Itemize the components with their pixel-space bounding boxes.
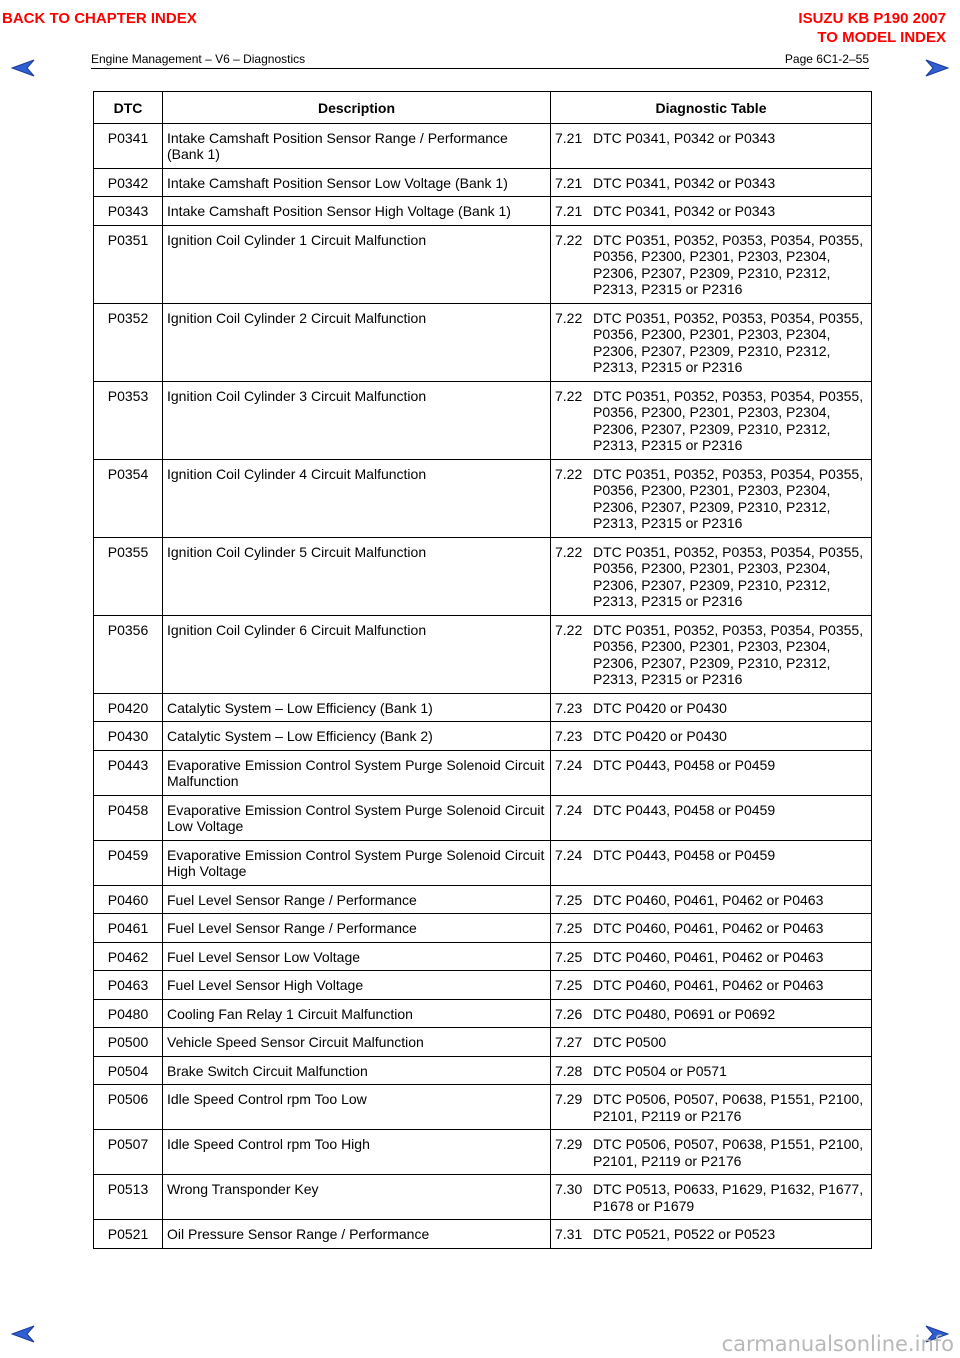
- diagnostic-table-cell: [551, 750, 872, 795]
- diagnostic-table-link[interactable]: DTC P0480, P0691 or P0692: [593, 1005, 776, 1022]
- table-body: [94, 123, 872, 1248]
- diagnostic-table-number: 7.21: [555, 174, 583, 191]
- table-row: [94, 1220, 872, 1249]
- dtc-code: P0353: [94, 381, 163, 459]
- diagnostic-table-link[interactable]: DTC P0351, P0352, P0353, P0354, P0355, P0356, P2300, P2301, P2303, P2304, P2306, P2307, P2309, P2310, P2312, P2313, P2315 or P2316: [593, 621, 864, 687]
- dtc-description: Evaporative Emission Control System Purge Solenoid Circuit Low Voltage: [163, 795, 551, 840]
- dtc-code: P0459: [94, 840, 163, 885]
- dtc-description: Cooling Fan Relay 1 Circuit Malfunction: [163, 999, 551, 1028]
- dtc-code: P0463: [94, 971, 163, 1000]
- diagnostic-table-number: 7.25: [555, 891, 583, 908]
- page-number: Page 6C1-2–55: [784, 52, 869, 66]
- dtc-code: P0443: [94, 750, 163, 795]
- dtc-description: Intake Camshaft Position Sensor High Voltage (Bank 1): [163, 197, 551, 226]
- dtc-description: Evaporative Emission Control System Purge Solenoid Circuit High Voltage: [163, 840, 551, 885]
- header-divider: [91, 68, 869, 69]
- table-row: [94, 971, 872, 1000]
- diagnostic-table-number: 7.29: [555, 1091, 583, 1107]
- dtc-code: P0500: [94, 1028, 163, 1057]
- header-diagnostic-table: Diagnostic Table: [551, 92, 872, 124]
- diagnostic-table-number: 7.22: [555, 309, 583, 326]
- diagnostic-table-cell: [551, 914, 872, 943]
- diagnostic-table-link[interactable]: DTC P0460, P0461, P0462 or P0463: [593, 920, 824, 936]
- left-arrow-icon[interactable]: [11, 59, 35, 77]
- table-row: [94, 722, 872, 751]
- diagnostic-table-link[interactable]: DTC P0341, P0342 or P0343: [593, 203, 776, 219]
- diagnostic-table-number: 7.21: [555, 203, 583, 219]
- diagnostic-table-number: 7.25: [555, 977, 583, 993]
- diagnostic-table-cell: [551, 225, 872, 303]
- dtc-code: P0354: [94, 459, 163, 537]
- dtc-description: Fuel Level Sensor High Voltage: [163, 971, 551, 1000]
- table-row: [94, 885, 872, 914]
- diagnostic-table-link[interactable]: DTC P0443, P0458 or P0459: [593, 846, 776, 863]
- diagnostic-table-link[interactable]: DTC P0420 or P0430: [593, 728, 727, 744]
- dtc-description: Ignition Coil Cylinder 6 Circuit Malfunction: [163, 615, 551, 693]
- diagnostic-table-link[interactable]: DTC P0500: [593, 1034, 667, 1050]
- diagnostic-table-cell: [551, 1085, 872, 1130]
- diagnostic-table-number: 7.25: [555, 920, 583, 936]
- table-row: [94, 693, 872, 722]
- table-row: [94, 459, 872, 537]
- diagnostic-table-cell: [551, 537, 872, 615]
- diagnostic-table-number: 7.27: [555, 1034, 583, 1050]
- diagnostic-table-cell: [551, 885, 872, 914]
- dtc-description: Brake Switch Circuit Malfunction: [163, 1056, 551, 1085]
- watermark: carmanualsonline.info: [721, 1332, 954, 1356]
- diagnostic-table-link[interactable]: DTC P0351, P0352, P0353, P0354, P0355, P0356, P2300, P2301, P2303, P2304, P2306, P2307, P2309, P2310, P2312, P2313, P2315 or P2316: [593, 387, 864, 453]
- dtc-description: Ignition Coil Cylinder 4 Circuit Malfunction: [163, 459, 551, 537]
- diagnostic-table-cell: [551, 840, 872, 885]
- dtc-description: Oil Pressure Sensor Range / Performance: [163, 1220, 551, 1249]
- dtc-code: P0458: [94, 795, 163, 840]
- left-arrow-icon[interactable]: [11, 1325, 35, 1343]
- diagnostic-table-link[interactable]: DTC P0504 or P0571: [593, 1062, 727, 1079]
- table-header-row: [94, 92, 872, 124]
- table-row: [94, 840, 872, 885]
- diagnostic-table-cell: [551, 1130, 872, 1175]
- table-row: [94, 381, 872, 459]
- dtc-description: Idle Speed Control rpm Too Low: [163, 1085, 551, 1130]
- dtc-description: Fuel Level Sensor Low Voltage: [163, 942, 551, 971]
- diagnostic-table-cell: [551, 381, 872, 459]
- dtc-code: P0513: [94, 1175, 163, 1220]
- diagnostic-table-link[interactable]: DTC P0341, P0342 or P0343: [593, 129, 776, 146]
- diagnostic-table-number: 7.28: [555, 1062, 583, 1079]
- diagnostic-table-cell: [551, 303, 872, 381]
- diagnostic-table-number: 7.23: [555, 728, 583, 744]
- header-description: Description: [163, 92, 551, 124]
- diagnostic-table-link[interactable]: DTC P0341, P0342 or P0343: [593, 174, 776, 191]
- diagnostic-table-number: 7.24: [555, 801, 583, 818]
- table-row: [94, 1175, 872, 1220]
- diagnostic-table-cell: [551, 197, 872, 226]
- dtc-code: P0462: [94, 942, 163, 971]
- dtc-description: Intake Camshaft Position Sensor Low Voltage (Bank 1): [163, 168, 551, 197]
- table-row: [94, 1028, 872, 1057]
- table-row: [94, 914, 872, 943]
- dtc-code: P0343: [94, 197, 163, 226]
- dtc-code: P0342: [94, 168, 163, 197]
- diagnostic-table-cell: [551, 722, 872, 751]
- diagnostic-table-link[interactable]: DTC P0420 or P0430: [593, 699, 727, 716]
- diagnostic-table-cell: [551, 615, 872, 693]
- diagnostic-table-cell: [551, 942, 872, 971]
- dtc-description: Fuel Level Sensor Range / Performance: [163, 914, 551, 943]
- diagnostic-table-number: 7.26: [555, 1005, 583, 1022]
- diagnostic-table-link[interactable]: DTC P0351, P0352, P0353, P0354, P0355, P0356, P2300, P2301, P2303, P2304, P2306, P2307, P2309, P2310, P2312, P2313, P2315 or P2316: [593, 543, 864, 609]
- dtc-description: Catalytic System – Low Efficiency (Bank 2): [163, 722, 551, 751]
- dtc-code: P0420: [94, 693, 163, 722]
- diagnostic-table-number: 7.24: [555, 846, 583, 863]
- dtc-code: P0355: [94, 537, 163, 615]
- diagnostic-table-link[interactable]: DTC P0351, P0352, P0353, P0354, P0355, P0356, P2300, P2301, P2303, P2304, P2306, P2307, P2309, P2310, P2312, P2313, P2315 or P2316: [593, 231, 864, 297]
- diagnostic-table-cell: [551, 999, 872, 1028]
- diagnostic-table-number: 7.22: [555, 387, 583, 404]
- dtc-code: P0504: [94, 1056, 163, 1085]
- dtc-code: P0356: [94, 615, 163, 693]
- table-row: [94, 303, 872, 381]
- diagnostic-table-number: 7.22: [555, 465, 583, 482]
- table-row: [94, 795, 872, 840]
- back-to-chapter-index-link[interactable]: BACK TO CHAPTER INDEX: [2, 10, 197, 27]
- diagnostic-table-link[interactable]: DTC P0513, P0633, P1629, P1632, P1677, P1678 or P1679: [593, 1181, 864, 1214]
- dtc-description: Ignition Coil Cylinder 3 Circuit Malfunction: [163, 381, 551, 459]
- diagnostic-table-cell: [551, 971, 872, 1000]
- diagnostic-table-link[interactable]: DTC P0443, P0458 or P0459: [593, 801, 776, 818]
- diagnostic-table-cell: [551, 459, 872, 537]
- dtc-description: Ignition Coil Cylinder 2 Circuit Malfunction: [163, 303, 551, 381]
- table-row: [94, 1085, 872, 1130]
- diagnostic-table-cell: [551, 1028, 872, 1057]
- diagnostic-table-number: 7.23: [555, 699, 583, 716]
- diagnostic-table-link[interactable]: DTC P0460, P0461, P0462 or P0463: [593, 948, 824, 965]
- dtc-code: P0341: [94, 123, 163, 168]
- table-row: [94, 197, 872, 226]
- diagnostic-table-cell: [551, 123, 872, 168]
- diagnostic-table-cell: [551, 1175, 872, 1220]
- diagnostic-table-number: 7.22: [555, 543, 583, 560]
- dtc-description: Intake Camshaft Position Sensor Range / Performance (Bank 1): [163, 123, 551, 168]
- dtc-code: P0351: [94, 225, 163, 303]
- dtc-code: P0430: [94, 722, 163, 751]
- dtc-code: P0506: [94, 1085, 163, 1130]
- dtc-description: Vehicle Speed Sensor Circuit Malfunction: [163, 1028, 551, 1057]
- table-row: [94, 537, 872, 615]
- diagnostic-table-link[interactable]: DTC P0351, P0352, P0353, P0354, P0355, P0356, P2300, P2301, P2303, P2304, P2306, P2307, P2309, P2310, P2312, P2313, P2315 or P2316: [593, 309, 864, 375]
- diagnostic-table-cell: [551, 1056, 872, 1085]
- dtc-description: Fuel Level Sensor Range / Performance: [163, 885, 551, 914]
- diagnostic-table-number: 7.24: [555, 756, 583, 773]
- dtc-description: Wrong Transponder Key: [163, 1175, 551, 1220]
- table-row: [94, 942, 872, 971]
- dtc-code: P0480: [94, 999, 163, 1028]
- diagnostic-table-number: 7.29: [555, 1136, 583, 1152]
- diagnostic-table-number: 7.22: [555, 621, 583, 638]
- diagnostic-table-number: 7.25: [555, 948, 583, 965]
- section-title: Engine Management – V6 – Diagnostics: [91, 52, 306, 66]
- dtc-description: Catalytic System – Low Efficiency (Bank 1): [163, 693, 551, 722]
- diagnostic-table-link[interactable]: DTC P0506, P0507, P0638, P1551, P2100, P2101, P2119 or P2176: [593, 1091, 864, 1124]
- diagnostic-table-number: 7.21: [555, 129, 583, 146]
- dtc-description: Idle Speed Control rpm Too High: [163, 1130, 551, 1175]
- dtc-code: P0461: [94, 914, 163, 943]
- dtc-table: [93, 91, 872, 1249]
- table-row: [94, 615, 872, 693]
- diagnostic-table-number: 7.30: [555, 1181, 583, 1197]
- diagnostic-table-link[interactable]: DTC P0521, P0522 or P0523: [593, 1226, 776, 1242]
- dtc-code: P0460: [94, 885, 163, 914]
- diagnostic-table-cell: [551, 1220, 872, 1249]
- table-row: [94, 999, 872, 1028]
- right-arrow-icon[interactable]: [925, 59, 949, 77]
- dtc-code: P0521: [94, 1220, 163, 1249]
- to-model-index-link[interactable]: TO MODEL INDEX: [817, 29, 946, 46]
- diagnostic-table-link[interactable]: DTC P0506, P0507, P0638, P1551, P2100, P2101, P2119 or P2176: [593, 1136, 864, 1169]
- diagnostic-table-cell: [551, 168, 872, 197]
- table-row: [94, 750, 872, 795]
- diagnostic-table-link[interactable]: DTC P0460, P0461, P0462 or P0463: [593, 977, 824, 993]
- header-dtc: DTC: [94, 92, 163, 124]
- diagnostic-table-link[interactable]: DTC P0443, P0458 or P0459: [593, 756, 776, 773]
- table-row: [94, 1056, 872, 1085]
- diagnostic-table-number: 7.31: [555, 1226, 583, 1242]
- table-row: [94, 123, 872, 168]
- diagnostic-table-cell: [551, 795, 872, 840]
- dtc-code: P0352: [94, 303, 163, 381]
- table-row: [94, 168, 872, 197]
- diagnostic-table-link[interactable]: DTC P0460, P0461, P0462 or P0463: [593, 891, 824, 908]
- dtc-description: Ignition Coil Cylinder 1 Circuit Malfunction: [163, 225, 551, 303]
- table-row: [94, 225, 872, 303]
- dtc-description: Ignition Coil Cylinder 5 Circuit Malfunction: [163, 537, 551, 615]
- model-title[interactable]: ISUZU KB P190 2007: [798, 10, 946, 27]
- dtc-code: P0507: [94, 1130, 163, 1175]
- dtc-description: Evaporative Emission Control System Purge Solenoid Circuit Malfunction: [163, 750, 551, 795]
- diagnostic-table-number: 7.22: [555, 231, 583, 248]
- diagnostic-table-cell: [551, 693, 872, 722]
- table-row: [94, 1130, 872, 1175]
- diagnostic-table-link[interactable]: DTC P0351, P0352, P0353, P0354, P0355, P0356, P2300, P2301, P2303, P2304, P2306, P2307, P2309, P2310, P2312, P2313, P2315 or P2316: [593, 465, 864, 531]
